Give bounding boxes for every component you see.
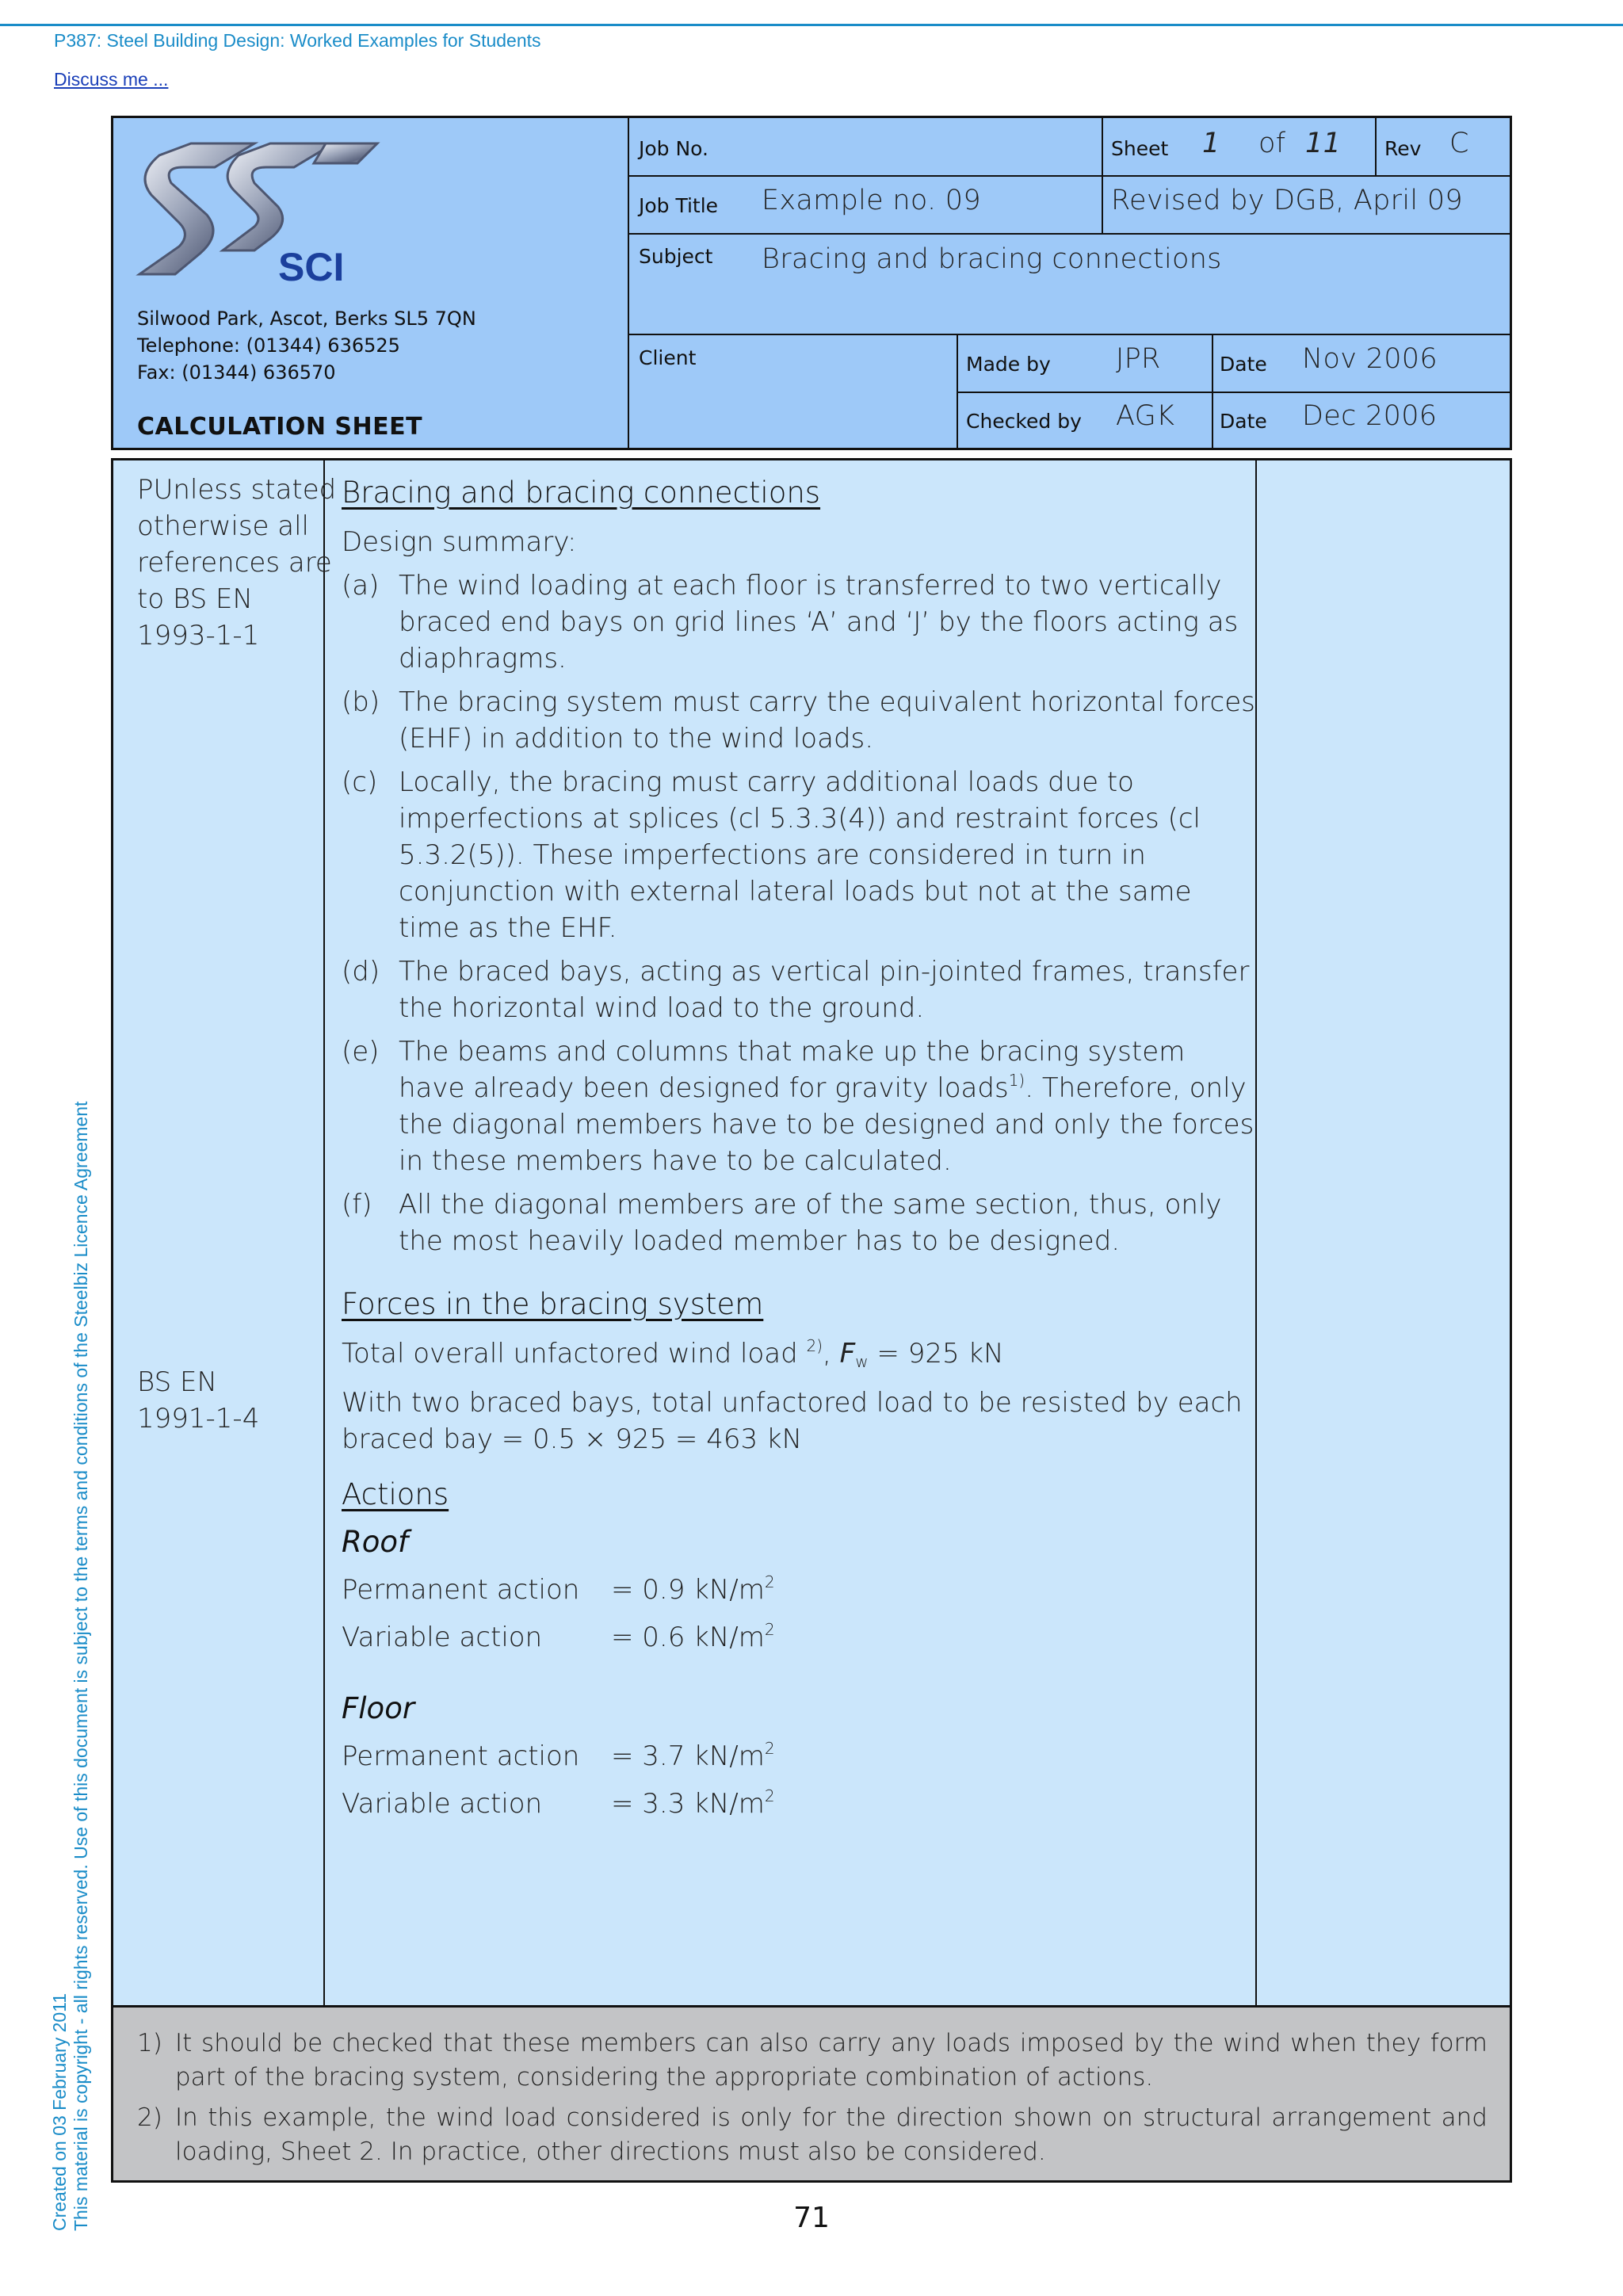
rev-label: Rev bbox=[1384, 137, 1422, 160]
floor-variable-action bbox=[342, 1786, 1257, 1822]
action-value-text: = 0.6 kN/m bbox=[611, 1622, 765, 1653]
fax-line: Fax: (01344) 636570 bbox=[137, 361, 336, 384]
reference-line: 1993-1-1 bbox=[137, 620, 260, 651]
checked-by-value: AGK bbox=[1116, 400, 1175, 432]
header-divider bbox=[1102, 118, 1103, 235]
summary-item-f bbox=[342, 1186, 1257, 1259]
item-marker: (e) bbox=[342, 1036, 380, 1068]
sci-address bbox=[137, 305, 476, 386]
braced-bay-load: With two braced bays, total unfactored load to be resisted by each braced bay = 0.5 × 925 = 463 kN bbox=[342, 1387, 1243, 1455]
sci-logo bbox=[136, 136, 381, 286]
reference-line: references are bbox=[137, 547, 332, 579]
section-heading-actions: Actions bbox=[342, 1477, 449, 1511]
made-date-label: Date bbox=[1220, 353, 1267, 376]
calc-sheet-header bbox=[111, 116, 1512, 450]
action-value bbox=[611, 1738, 775, 1775]
checked-date-value: Dec 2006 bbox=[1302, 400, 1438, 432]
telephone-line: Telephone: (01344) 636525 bbox=[137, 334, 400, 357]
roof-permanent-action bbox=[342, 1572, 1257, 1608]
footnotes-box bbox=[111, 2005, 1512, 2183]
copyright-terms: This material is copyright - all rights reserved. Use of this document is subject to the terms and conditions of the Steelbiz Licence Agreement bbox=[71, 1101, 91, 2231]
roof-variable-action bbox=[342, 1619, 1257, 1656]
calculation-sheet-label: CALCULATION SHEET bbox=[137, 413, 423, 441]
summary-item-a bbox=[342, 567, 1257, 677]
design-summary-label: Design summary: bbox=[342, 526, 577, 558]
item-text: The bracing system must carry the equivalent horizontal forces (EHF) in addition to the wind loads. bbox=[399, 686, 1255, 755]
reference-line: otherwise all bbox=[137, 510, 309, 542]
item-text: Locally, the bracing must carry additional loads due to imperfections at splices (cl 5.3.3(4)) and restraint forces (cl 5.3.2(5)). These imperfections are considered in turn in conjunction with external lateral loads but not at the same time as the EHF. bbox=[399, 766, 1201, 944]
calculation-content bbox=[342, 475, 1257, 1822]
header-divider bbox=[629, 334, 1510, 335]
sheet-total: 11 bbox=[1305, 128, 1342, 159]
header-divider bbox=[629, 175, 1510, 177]
subject-label: Subject bbox=[639, 245, 713, 268]
unit-exponent: 2 bbox=[764, 1572, 775, 1591]
wind-load-text: Total overall unfactored wind load bbox=[342, 1338, 798, 1370]
action-label: Permanent action bbox=[342, 1740, 580, 1772]
reference-column-divider bbox=[323, 460, 325, 2005]
summary-item-b bbox=[342, 684, 1257, 757]
action-value-text: = 3.3 kN/m bbox=[611, 1788, 765, 1820]
action-label: Variable action bbox=[342, 1622, 543, 1653]
floor-heading: Floor bbox=[342, 1691, 415, 1725]
header-divider bbox=[629, 233, 1510, 235]
item-text: The wind loading at each floor is transferred to two vertically braced end bays on grid lines ‘A’ and ‘J’ by the floors acting as diaphragms. bbox=[399, 570, 1239, 674]
job-no-label: Job No. bbox=[639, 137, 708, 160]
action-label: Variable action bbox=[342, 1788, 543, 1820]
header-divider bbox=[957, 392, 1510, 393]
wind-load-value: = 925 kN bbox=[876, 1338, 1004, 1370]
address-line: Silwood Park, Ascot, Berks SL5 7QN bbox=[137, 308, 476, 330]
copyright-notice bbox=[49, 1102, 92, 2231]
reference-line: BS EN bbox=[137, 1366, 217, 1398]
footnote-text: It should be checked that these members can also carry any loads imposed by the wind when they form part of the bracing system, considering the appropriate combination of actions. bbox=[175, 2029, 1487, 2092]
item-text: The beams and columns that make up the bracing system have already been designed for gravity loads bbox=[399, 1036, 1186, 1104]
wind-load-line: Total overall unfactored wind load $^{2)}$, $F_w = 925$ kN bbox=[342, 1336, 1004, 1371]
revised-by: Revised by DGB, April 09 bbox=[1111, 185, 1463, 216]
unit-exponent: 2 bbox=[764, 1620, 775, 1639]
made-date-value: Nov 2006 bbox=[1302, 343, 1438, 375]
action-value-text: = 0.9 kN/m bbox=[611, 1574, 765, 1606]
item-text: The braced bays, acting as vertical pin-jointed frames, transfer the horizontal wind load to the ground. bbox=[399, 956, 1250, 1024]
floor-permanent-action bbox=[342, 1738, 1257, 1775]
item-marker: (b) bbox=[342, 686, 380, 718]
reference-line: PUnless stated bbox=[137, 474, 337, 506]
item-marker: (f) bbox=[342, 1189, 372, 1221]
header-divider bbox=[1212, 334, 1213, 448]
header-divider bbox=[1375, 118, 1377, 175]
made-by-value: JPR bbox=[1116, 343, 1161, 375]
calculation-body bbox=[111, 458, 1512, 2008]
unit-exponent: 2 bbox=[764, 1786, 775, 1805]
section-heading-bracing: Bracing and bracing connections bbox=[342, 476, 821, 510]
wind-subscript: w bbox=[855, 1352, 869, 1371]
footnote-2 bbox=[137, 2101, 1487, 2169]
reference-note-2 bbox=[137, 1364, 259, 1437]
roof-heading: Roof bbox=[342, 1525, 409, 1559]
reference-line: 1991-1-4 bbox=[137, 1403, 260, 1435]
made-by-label: Made by bbox=[966, 353, 1051, 376]
footnote-1 bbox=[137, 2027, 1487, 2095]
checked-by-label: Checked by bbox=[966, 410, 1082, 433]
item-marker: (d) bbox=[342, 956, 380, 988]
reference-line: to BS EN bbox=[137, 583, 253, 615]
sheet-number: 1 bbox=[1202, 128, 1220, 159]
sheet-label: Sheet bbox=[1111, 137, 1169, 160]
item-text: . Therefore, only the diagonal members have to be designed and only the forces in these members have to be calculated. bbox=[399, 1072, 1254, 1177]
action-value bbox=[611, 1786, 775, 1822]
header-divider bbox=[957, 334, 958, 448]
subject-value: Bracing and bracing connections bbox=[762, 243, 1222, 275]
top-rule bbox=[0, 24, 1623, 26]
document-title: P387: Steel Building Design: Worked Examples for Students bbox=[54, 30, 541, 51]
client-label: Client bbox=[639, 346, 697, 369]
logo-wordmark: SCI bbox=[278, 245, 345, 286]
unit-exponent: 2 bbox=[764, 1739, 775, 1758]
action-value bbox=[611, 1572, 775, 1608]
sheet-of-label: of bbox=[1258, 128, 1286, 159]
footnote-ref-2: 2) bbox=[806, 1336, 823, 1355]
job-title-label: Job Title bbox=[639, 194, 719, 217]
header-divider bbox=[628, 118, 629, 448]
summary-item-e bbox=[342, 1033, 1257, 1179]
action-label: Permanent action bbox=[342, 1574, 580, 1606]
item-text: All the diagonal members are of the same section, thus, only the most heavily loaded member has to be designed. bbox=[399, 1189, 1222, 1257]
discuss-link[interactable]: Discuss me ... bbox=[54, 69, 169, 90]
copyright-created: Created on 03 February 2011 bbox=[49, 1992, 70, 2231]
footnote-text: In this example, the wind load considered is only for the direction shown on structural arrangement and loading, Sheet 2. In practice, other directions must also be considered. bbox=[175, 2103, 1487, 2166]
rev-value: C bbox=[1449, 128, 1469, 159]
item-marker: (a) bbox=[342, 570, 380, 602]
checked-date-label: Date bbox=[1220, 410, 1267, 433]
action-value bbox=[611, 1619, 775, 1656]
page-number: 71 bbox=[793, 2202, 830, 2234]
footnote-marker: 1) bbox=[137, 2029, 162, 2057]
footnote-ref-1: 1) bbox=[1008, 1071, 1025, 1090]
reference-note-1 bbox=[137, 472, 336, 654]
item-marker: (c) bbox=[342, 766, 378, 798]
section-heading-forces: Forces in the bracing system bbox=[342, 1287, 764, 1321]
summary-item-d bbox=[342, 953, 1257, 1026]
action-value-text: = 3.7 kN/m bbox=[611, 1740, 765, 1772]
wind-symbol: F bbox=[839, 1338, 856, 1370]
footnote-marker: 2) bbox=[137, 2103, 162, 2132]
summary-item-c bbox=[342, 764, 1257, 946]
job-title-value: Example no. 09 bbox=[762, 185, 981, 216]
